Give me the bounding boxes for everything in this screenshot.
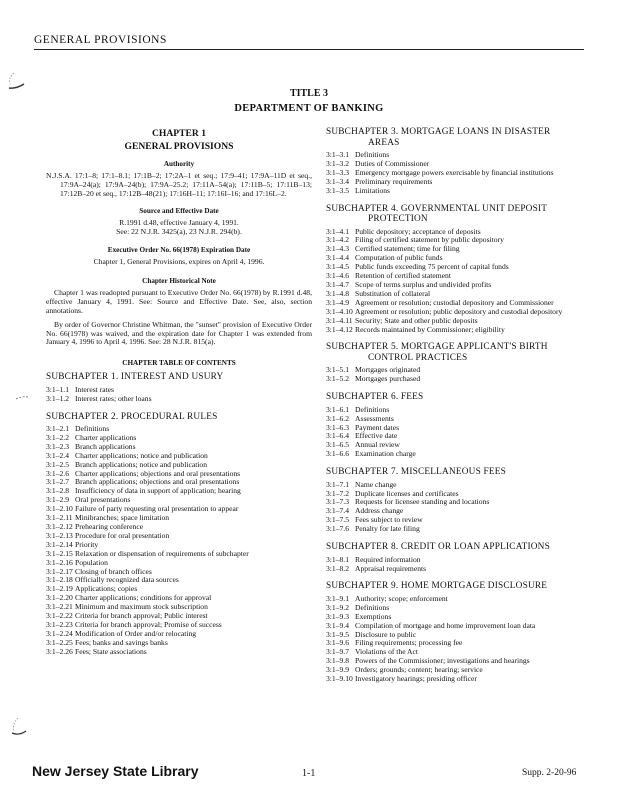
subchapter-title: SUBCHAPTER 9. HOME MORTGAGE DISCLOSURE [326,581,548,592]
section-number: 3:1–2.12 [46,522,73,531]
subchapter-block [46,412,312,657]
left-toc [46,372,312,656]
section-number: 3:1–2.6 [46,468,69,478]
section-number: 3:1–6.6 [326,449,349,459]
toc-entry [326,450,580,459]
library-footer: New Jersey State Library [32,763,199,779]
section-title: Definitions [355,404,390,414]
subchapter-heading [46,412,312,423]
section-number: 3:1–4.12 [326,324,353,334]
section-number: 3:1–9.8 [326,656,349,666]
section-title: Duties of Commissioner [355,158,430,168]
section-number: 3:1–8.2 [326,563,349,573]
section-number: 3:1–4.6 [326,271,349,281]
toc-entry [46,395,312,404]
section-title: Branch applications; notice and publication [75,459,208,469]
section-title: Filing of certified statement by public depository [355,235,504,245]
section-number: 3:1–2.3 [46,441,69,451]
section-title: Penalty for late filing [355,524,420,534]
subchapter-block [326,392,580,459]
section-title: Interest rates [75,384,115,394]
section-title: Agreement or resolution; custodial depository and Commissioner [355,297,554,307]
section-number: 3:1–3.4 [326,176,349,186]
section-title: Emergency mortgage powers exercisable by financial institutions [355,167,554,177]
subchapter-block [46,372,312,403]
section-title: Procedure for oral presentation [75,530,170,540]
section-number: 3:1–2.22 [46,611,73,621]
exec-order-heading: Executive Order No. 66(1978) Expiration Date [107,246,251,255]
section-number: 3:1–4.8 [326,288,349,298]
section-title: Investigatory hearings; presiding officer [355,674,477,684]
chapter-name: GENERAL PROVISIONS [124,140,234,152]
toc-entry [326,565,580,574]
section-title: Fees; banks and savings banks [75,637,168,647]
section-number: 3:1–2.15 [46,548,73,558]
section-title: Public funds exceeding 75 percent of capital funds [355,262,509,272]
history-paragraph-2: By order of Governor Christine Whitman, the "sunset" provision of Executive Order No. 66(1978) was waived, and the expiration date for Chapter 1 was extended from January 4, 1996 to April 4, 1996. See: 28 N.J.R. 815(a). [46,319,312,347]
section-title: Substitution of collateral [355,288,431,298]
section-number: 3:1–2.21 [46,602,73,612]
section-number: 3:1–9.1 [326,593,349,603]
section-number: 3:1–2.11 [46,513,73,523]
section-title: Interest rates; other loans [75,393,152,403]
section-number: 3:1–4.2 [326,235,349,245]
subchapter-heading [326,204,580,225]
section-title: Definitions [75,424,110,434]
section-number: 3:1–2.18 [46,575,73,585]
section-title: Applications; copies [75,584,138,594]
section-title: Powers of the Commissioner; investigations and hearings [355,656,530,666]
section-title: Failure of party requesting oral presentation to appear [75,504,239,514]
subchapter-title: SUBCHAPTER 2. PROCEDURAL RULES [46,411,218,422]
section-title: Appraisal requirements [355,563,427,573]
section-title: Mortgages purchased [355,374,421,384]
subchapter-title: SUBCHAPTER 5. MORTGAGE APPLICANT'S BIRTH [326,342,548,353]
section-number: 3:1–9.7 [326,647,349,657]
section-title: Minimum and maximum stock subscription [75,602,208,612]
section-number: 3:1–2.1 [46,424,69,434]
section-title: Duplicate licenses and certificates [355,488,459,498]
source-line-1: R.1991 d.48, effective January 4, 1991. [119,218,239,228]
toc-entry [46,648,312,657]
section-title: Fees; State associations [75,646,147,656]
section-number: 3:1–2.25 [46,637,73,647]
section-title: Public depository; acceptance of deposits [355,226,481,236]
section-title: Population [75,557,108,567]
subchapter-title: SUBCHAPTER 4. GOVERNMENTAL UNIT DEPOSIT [326,203,548,214]
section-title: Insufficiency of data in support of application; hearing [75,486,241,496]
section-title: Retention of certified statement [355,271,451,281]
section-number: 3:1–2.20 [46,593,73,603]
section-title: Scope of terms surplus and undivided profits [355,279,492,289]
section-title: Oral presentations [75,495,131,505]
toc-entry [326,525,580,534]
section-title: Charter applications; notice and publication [75,450,208,460]
section-number: 3:1–2.13 [46,530,73,540]
left-column [46,127,312,657]
toc-entry [326,675,580,684]
section-title: Minibranches; space limitation [75,513,170,523]
hole-punch-mark-icon-bottom [8,716,30,738]
section-number: 3:1–6.3 [326,422,349,432]
section-title: Relaxation or dispensation of requirements of subchapter [75,548,249,558]
section-title: Branch applications; objections and oral presentations [75,477,240,487]
section-number: 3:1–6.5 [326,440,349,450]
section-number: 3:1–3.2 [326,158,349,168]
section-number: 3:1–8.1 [326,554,349,564]
subchapter-block [326,581,580,684]
section-number: 3:1–2.24 [46,628,73,638]
section-title: Fees subject to review [355,515,423,525]
toc-entry [326,375,580,384]
right-toc [326,127,580,684]
section-title: Effective date [355,431,398,441]
section-number: 3:1–9.3 [326,611,349,621]
subchapter-block [326,342,580,384]
section-title: Modification of Order and/or relocating [75,628,197,638]
section-title: Criteria for branch approval; Public interest [75,611,208,621]
section-title: Required information [355,554,421,564]
section-number: 3:1–9.6 [326,638,349,648]
section-title: Exemptions [355,611,392,621]
section-title: Records maintained by Commissioner; eligibility [355,324,505,334]
subchapter-block [326,542,580,573]
section-number: 3:1–1.1 [46,384,69,394]
right-column [326,127,580,684]
subchapter-title: SUBCHAPTER 1. INTEREST AND USURY [46,372,224,383]
section-title: Assessments [355,413,394,423]
section-number: 3:1–5.2 [326,374,349,384]
section-number: 3:1–7.4 [326,506,349,516]
section-number: 3:1–2.4 [46,450,69,460]
subchapter-heading [46,372,312,383]
subchapter-block [326,204,580,335]
section-number: 3:1–2.7 [46,477,69,487]
subchapter-title: SUBCHAPTER 8. CREDIT OR LOAN APPLICATIONS [326,542,550,553]
section-title: Name change [355,479,397,489]
section-number: 3:1–2.23 [46,619,73,629]
section-number: 3:1–4.10 [326,306,353,316]
section-number: 3:1–2.5 [46,459,69,469]
section-title: Authority; scope; enforcement [355,593,448,603]
section-number: 3:1–5.1 [326,365,349,375]
section-number: 3:1–2.26 [46,646,73,656]
section-title: Definitions [355,150,390,159]
section-title: Disclosure to public [355,629,417,639]
section-number: 3:1–9.10 [326,674,353,684]
section-number: 3:1–2.19 [46,584,73,594]
subchapter-title: SUBCHAPTER 3. MORTGAGE LOANS IN DISASTER [326,127,551,137]
subchapter-heading [326,467,580,478]
section-number: 3:1–9.2 [326,602,349,612]
toc-entry [326,187,580,196]
subchapter-heading [326,581,580,592]
section-title: Limitations [355,185,391,195]
section-title: Officially recognized data sources [75,575,179,585]
section-title: Criteria for branch approval; Promise of success [75,619,222,629]
section-number: 3:1–9.5 [326,629,349,639]
section-number: 3:1–2.16 [46,557,73,567]
section-number: 3:1–7.1 [326,479,349,489]
section-number: 3:1–4.3 [326,244,349,254]
section-title: Certified statement; time for filing [355,244,460,254]
section-title: Charter applications; conditions for approval [75,593,212,603]
section-number: 3:1–4.9 [326,297,349,307]
section-number: 3:1–4.7 [326,279,349,289]
subchapter-title-continued: AREAS [368,137,400,148]
department-title: DEPARTMENT OF BANKING [234,103,384,114]
section-number: 3:1–2.10 [46,504,73,514]
source-line-2: See: 22 N.J.R. 3425(a), 23 N.J.R. 294(b). [116,227,242,237]
title-number: TITLE 3 [289,88,329,99]
section-title: Requests for licensee standing and locations [355,497,490,507]
section-number: 3:1–6.1 [326,404,349,414]
section-number: 3:1–7.5 [326,515,349,525]
source-heading: Source and Effective Date [139,207,219,216]
section-title: Charter applications [75,432,137,442]
section-title: Preliminary requirements [355,176,433,186]
supplement-date: Supp. 2-20-96 [522,768,577,778]
section-title: Computation of public funds [355,253,443,263]
exec-order-text: Chapter 1, General Provisions, expires on April 4, 1996. [93,257,265,267]
section-title: Filing requirements; processing fee [355,638,463,648]
section-number: 3:1–2.8 [46,486,69,496]
section-number: 3:1–3.3 [326,167,349,177]
section-number: 3:1–4.11 [326,315,353,325]
subchapter-heading [326,127,580,148]
section-number: 3:1–2.14 [46,539,73,549]
section-title: Closing of branch offices [75,566,152,576]
subchapter-heading [326,392,580,403]
section-number: 3:1–4.5 [326,262,349,272]
section-number: 3:1–7.3 [326,497,349,507]
section-title: Prehearing conference [75,522,144,531]
section-number: 3:1–6.2 [326,413,349,423]
section-number: 3:1–9.9 [326,665,349,675]
section-number: 3:1–4.4 [326,253,349,263]
authority-heading: Authority [163,159,195,168]
subchapter-heading [326,342,580,363]
chapter-number: CHAPTER 1 [151,128,207,139]
subchapter-title: SUBCHAPTER 6. FEES [326,392,424,403]
toc-entry [326,326,580,335]
subchapter-title: SUBCHAPTER 7. MISCELLANEOUS FEES [326,467,506,478]
section-title: Definitions [355,602,390,612]
section-number: 3:1–4.1 [326,226,349,236]
section-title: Orders; grounds; content; hearing; service [355,665,483,675]
section-number: 3:1–2.17 [46,566,73,576]
section-number: 3:1–2.2 [46,432,69,442]
section-number: 3:1–7.6 [326,524,349,534]
section-title: Examination charge [355,449,416,459]
subchapter-block [326,467,580,534]
subchapter-heading [326,542,580,553]
section-title: Agreement or resolution; public depository and custodial depository [355,306,563,316]
section-number: 3:1–1.2 [46,393,69,403]
section-title: Priority [75,539,99,549]
section-title: Mortgages originated [355,365,421,375]
section-number: 3:1–7.2 [326,488,349,498]
section-title: Violations of the Act [355,647,419,657]
section-number: 3:1–3.5 [326,185,349,195]
section-number: 3:1–3.1 [326,150,349,159]
toc-heading: CHAPTER TABLE OF CONTENTS [122,359,236,368]
page-number: 1-1 [302,768,316,779]
section-number: 3:1–2.9 [46,495,69,505]
subchapter-block [326,127,580,196]
section-title: Annual review [355,440,400,450]
section-title: Payment dates [355,422,400,432]
header-rule [34,49,584,50]
section-title: Charter applications; objections and oral presentations [75,468,241,478]
section-number: 3:1–6.4 [326,431,349,441]
authority-text: N.J.S.A. 17:1–8; 17:1–8.1; 17:1B–2; 17:2A–1 et seq.; 17:9–41; 17:9A–11D et seq., 17:9A–24(a); 17:9A–24(b); 17:9A–25.2; 17:11A–54(a); 17:11B–5; 17:11B–13; 17:12B–20 et seq., 17:12B–48(21); 17:16H–11; 17:16I–16; and 17:16L–2. [46,170,312,198]
section-title: Address change [355,506,404,516]
running-header: GENERAL PROVISIONS [34,34,167,46]
section-number: 3:1–9.4 [326,620,349,630]
history-heading: Chapter Historical Note [142,276,216,285]
subchapter-title-continued: CONTROL PRACTICES [368,352,468,363]
subchapter-title-continued: PROTECTION [368,214,428,225]
margin-mark-icon [12,385,34,407]
section-title: Compilation of mortgage and home improvement loan data [355,620,536,630]
history-paragraph-1: Chapter 1 was readopted pursuant to Executive Order No. 66(1978) by R.1991 d.48, effective January 4, 1991. See: Source and Effective Date. See, also, section annotations. [46,287,312,315]
section-title: Security; State and other public deposits [355,315,478,325]
section-title: Branch applications [75,441,136,451]
